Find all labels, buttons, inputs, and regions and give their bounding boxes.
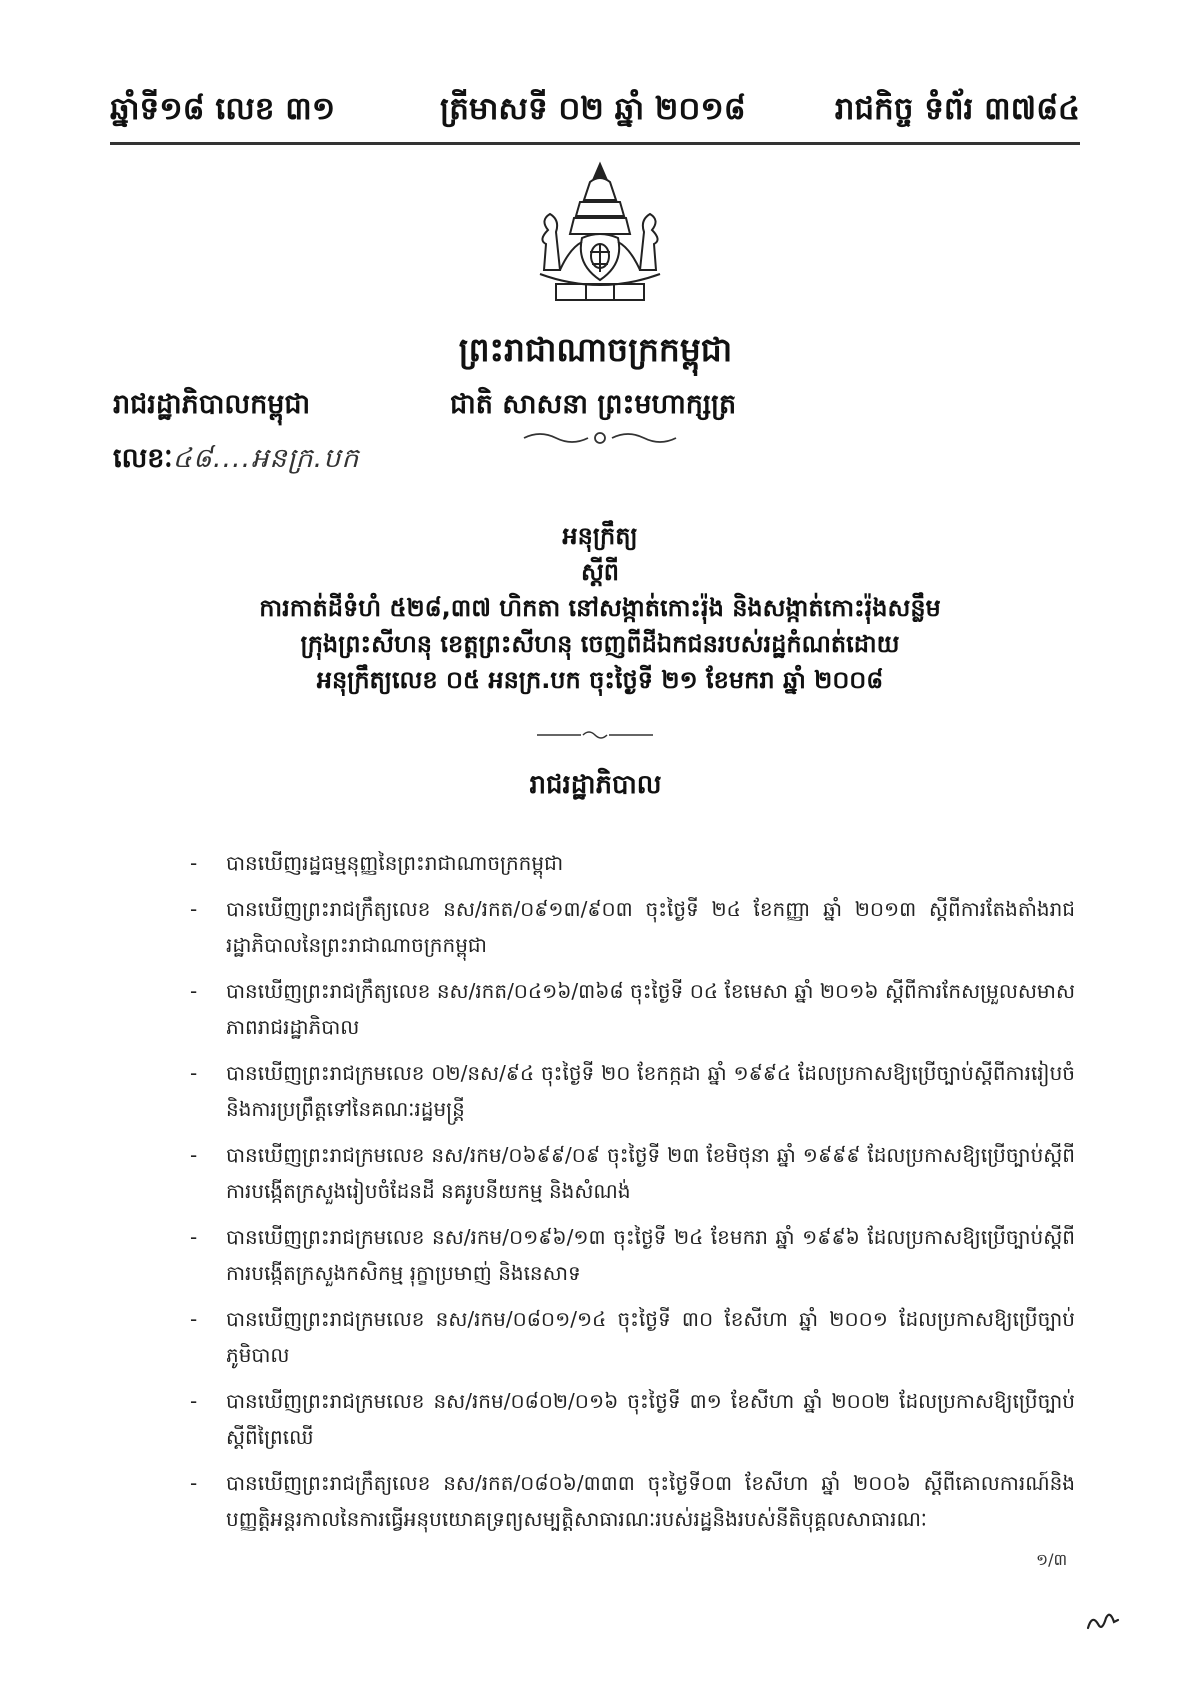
kingdom-name: ព្រះរាជាណាចក្រកម្ពុជា — [458, 330, 733, 369]
clause-text: បានឃើញព្រះរាជក្រឹត្យលេខ នស/រកត/០៤១៦/៣៦៨ ចុះថ្ងៃទី ០៤ ខែមេសា ឆ្នាំ ២០១៦ ស្តីពីការកែសម្រួលសមាសភាពរាជរដ្ឋាភិបាល — [226, 979, 1075, 1039]
decree-about: ស្តីពី — [580, 558, 620, 586]
preamble-clause — [190, 1219, 1075, 1291]
preamble-clause — [190, 891, 1075, 963]
issuing-government: រាជរដ្ឋាភិបាលកម្ពុជា — [113, 389, 311, 420]
gazette-header — [110, 70, 1080, 140]
clause-dash: - — [190, 1389, 198, 1413]
clause-dash: - — [190, 1471, 198, 1495]
gazette-year-issue: ឆ្នាំទី១៨ លេខ ៣១ — [110, 91, 336, 127]
clause-text: បានឃើញព្រះរាជក្រមលេខ នស/រកម/០១៩៦/១៣ ចុះថ្ងៃទី ២៤ ខែមករា ឆ្នាំ ១៩៩៦ ដែលប្រកាសឱ្យប្រើច្បាប់ស្តីពីការបង្កើតក្រសួងកសិកម្ម រុក្ខាប្រមាញ់ និងនេសាទ — [226, 1225, 1075, 1285]
gazette-page-ref: រាជកិច្ច ទំព័រ ៣៧៨៤ — [834, 91, 1080, 127]
clause-text: បានឃើញព្រះរាជក្រមលេខ នស/រកម/០៦៩៩/០៩ ចុះថ្ងៃទី ២៣ ខែមិថុនា ឆ្នាំ ១៩៩៩ ដែលប្រកាសឱ្យប្រើច្បាប់ស្តីពីការបង្កើតក្រសួងរៀបចំដែនដី នគរូបនីយកម្ម និងសំណង់ — [226, 1143, 1075, 1203]
clause-text: បានឃើញព្រះរាជក្រមលេខ នស/រកម/០៨០២/០១៦ ចុះថ្ងៃទី ៣១ ខែសីហា ឆ្នាំ ២០០២ ដែលប្រកាសឱ្យប្រើច្បាប់ស្តីពីព្រៃឈើ — [226, 1389, 1075, 1449]
preamble-clause — [190, 1383, 1075, 1455]
preamble-clause — [190, 1137, 1075, 1209]
decree-type: អនុក្រឹត្យ — [562, 522, 638, 550]
decree-subject-line-3: អនុក្រឹត្យលេខ ០៥ អនក្រ.បក ចុះថ្ងៃទី ២១ ខែមករា ឆ្នាំ ២០០៨ — [316, 666, 884, 694]
decree-number-label: លេខៈ — [113, 443, 173, 474]
preamble-clause — [190, 1055, 1075, 1127]
clause-dash: - — [190, 1143, 198, 1167]
clause-text: បានឃើញរដ្ឋធម្មនុញ្ញនៃព្រះរាជាណាចក្រកម្ពុជា — [226, 851, 564, 875]
clause-text: បានឃើញព្រះរាជក្រមលេខ នស/រកម/០៨០១/១៤ ចុះថ្ងៃទី ៣០ ខែសីហា ឆ្នាំ ២០០១ ដែលប្រកាសឱ្យប្រើច្បាប់ភូមិបាល — [226, 1307, 1075, 1367]
decree-number — [113, 442, 360, 481]
clause-dash: - — [190, 979, 198, 1003]
preamble-clauses — [190, 845, 1075, 1547]
clause-text: បានឃើញព្រះរាជក្រឹត្យលេខ នស/រកត/០៨០៦/៣៣៣ ចុះថ្ងៃទី០៣ ខែសីហា ឆ្នាំ ២០០៦ ស្តីពីគោលការណ៍និងបញ្ញត្តិអន្តរកាលនៃការធ្វើអនុបយោគទ្រព្យសម្បត្តិសាធារណៈរបស់រដ្ឋនិងរបស់នីតិបុគ្គលសាធារណៈ — [226, 1471, 1075, 1531]
title-divider-ornament-icon — [535, 728, 655, 742]
clause-dash: - — [190, 1225, 198, 1249]
government-heading: រាជរដ្ឋាភិបាល — [529, 770, 662, 800]
decree-number-value: ៤៨....អនក្រ.បក — [172, 443, 360, 474]
gazette-quarter: ត្រីមាសទី ០២ ឆ្នាំ ២០១៨ — [440, 91, 746, 127]
page-number: ១/៣ — [1036, 1550, 1068, 1569]
preamble-clause — [190, 845, 1075, 881]
decree-subject-line-2: ក្រុងព្រះសីហនុ ខេត្តព្រះសីហនុ ចេញពីដីឯកជនរបស់រដ្ឋកំណត់ដោយ — [300, 630, 900, 658]
handwritten-initials-icon — [1082, 1600, 1122, 1640]
clause-dash: - — [190, 851, 198, 875]
header-divider — [110, 142, 1080, 145]
clause-dash: - — [190, 1061, 198, 1085]
preamble-clause — [190, 1465, 1075, 1537]
clause-text: បានឃើញព្រះរាជក្រឹត្យលេខ នស/រកត/០៩១៣/៩០៣ ចុះថ្ងៃទី ២៤ ខែកញ្ញា ឆ្នាំ ២០១៣ ស្តីពីការតែងតាំងរាជរដ្ឋាភិបាលនៃព្រះរាជាណាចក្រកម្ពុជា — [226, 897, 1075, 957]
preamble-clause — [190, 973, 1075, 1045]
motto-ornament-icon — [520, 428, 680, 448]
royal-coat-of-arms-icon — [520, 160, 680, 320]
decree-subject-line-1: ការកាត់ដីទំហំ ៥២៨,៣៧ ហិកតា នៅសង្កាត់កោះរ៉ុង និងសង្កាត់កោះរ៉ុងសន្លឹម — [259, 594, 941, 622]
clause-dash: - — [190, 1307, 198, 1331]
clause-dash: - — [190, 897, 198, 921]
clause-text: បានឃើញព្រះរាជក្រមលេខ ០២/នស/៩៤ ចុះថ្ងៃទី ២០ ខែកក្កដា ឆ្នាំ ១៩៩៤ ដែលប្រកាសឱ្យប្រើច្បាប់ស្តីពីការរៀបចំនិងការប្រព្រឹត្តទៅនៃគណៈរដ្ឋមន្ត្រី — [226, 1061, 1075, 1121]
decree-title — [120, 518, 1080, 698]
preamble-clause — [190, 1301, 1075, 1373]
national-motto: ជាតិ សាសនា ព្រះមហាក្សត្រ — [450, 389, 737, 420]
